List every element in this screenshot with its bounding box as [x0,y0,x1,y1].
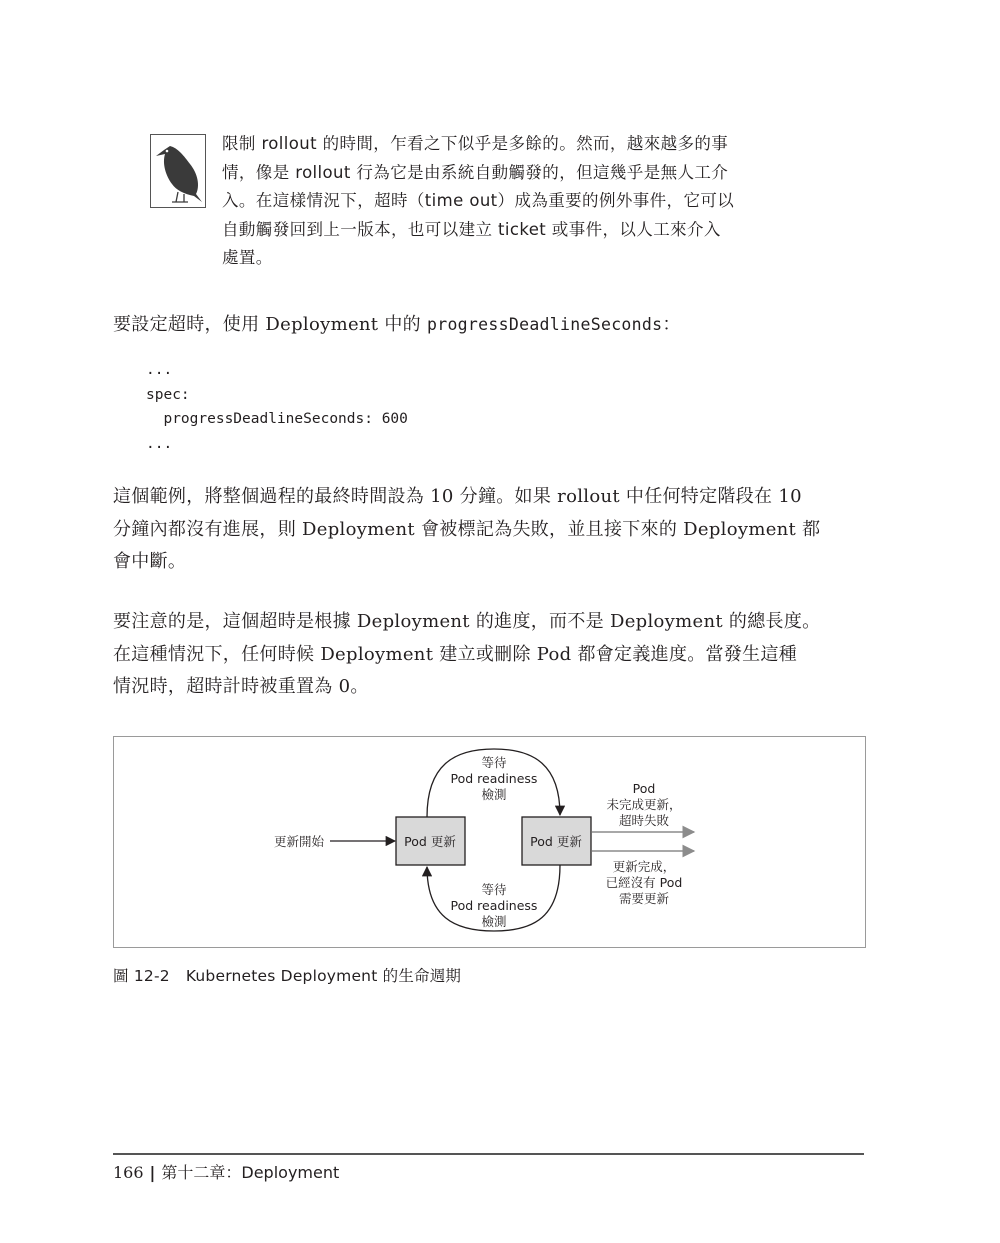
note-line: 入。在這樣情況下，超時（time out）成為重要的例外事件，它可以 [222,191,735,210]
done-label-line: 已經沒有 Pod [605,875,683,890]
intro-text: 要設定超時，使用 Deployment 中的 [113,314,427,335]
footer-rule [113,1153,864,1155]
bottom-wait-line: 檢測 [481,914,507,929]
paragraph-line: 在這種情況下，任何時候 Deployment 建立或刪除 Pod 都會定義進度。當發生這種 [113,643,798,665]
note-line: 情，像是 rollout 行為它是由系統自動觸發的，但這幾乎是無人工介 [222,162,729,182]
intro-paragraph [113,309,869,342]
start-label: 更新開始 [273,834,324,849]
note-text [222,130,790,273]
top-wait-line: 等待 [481,755,507,770]
fail-label-line: Pod [632,781,656,796]
code-block: ... spec: progressDeadlineSeconds: 600 ... [146,362,408,452]
note-line: 限制 rollout 的時間，乍看之下似乎是多餘的。然而，越來越多的事 [222,134,729,153]
bottom-wait-line: 等待 [481,882,507,897]
footer-separator: | [149,1163,156,1182]
lifecycle-diagram-svg [114,737,865,947]
fail-label-line: 超時失敗 [618,813,670,828]
figure-title: Kubernetes Deployment 的生命週期 [185,967,462,985]
paragraph-progress-note [113,606,869,704]
paragraph-line: 這個範例，將整個過程的最終時間設為 10 分鐘。如果 rollout 中任何特定階段在 10 [113,486,802,507]
figure-caption [113,964,461,986]
lifecycle-diagram [113,736,866,948]
intro-end: ： [662,314,681,335]
fail-label-line: 未完成更新， [606,797,682,812]
page-number: 166 [113,1163,144,1182]
done-label-line: 需要更新 [618,891,670,906]
page-footer [113,1160,339,1183]
intro-code-term: progressDeadlineSeconds [426,315,663,334]
paragraph-line: 要注意的是，這個超時是根據 Deployment 的進度，而不是 Deployment 的總長度。 [113,611,821,632]
pod-update-label-right: Pod 更新 [530,834,582,849]
note-line: 自動觸發回到上一版本，也可以建立 ticket 或事件，以人工來介入 [222,219,721,239]
bottom-wait-line: Pod readiness [450,898,538,913]
note-line: 處置。 [222,248,273,267]
crow-icon [150,134,206,208]
done-label-line: 更新完成， [612,859,676,874]
figure-number: 圖 12-2 [113,967,170,985]
pod-update-label-left: Pod 更新 [404,834,456,849]
chapter-title: 第十二章：Deployment [161,1163,340,1182]
top-wait-line: 檢測 [481,787,507,802]
paragraph-timeout-example [113,481,869,579]
paragraph-line: 會中斷。 [113,551,187,572]
paragraph-line: 分鐘內都沒有進展，則 Deployment 會被標記為失敗，並且接下來的 Deployment 都 [113,518,821,540]
paragraph-line: 情況時，超時計時被重置為 0。 [113,676,369,697]
top-wait-line: Pod readiness [450,771,538,786]
